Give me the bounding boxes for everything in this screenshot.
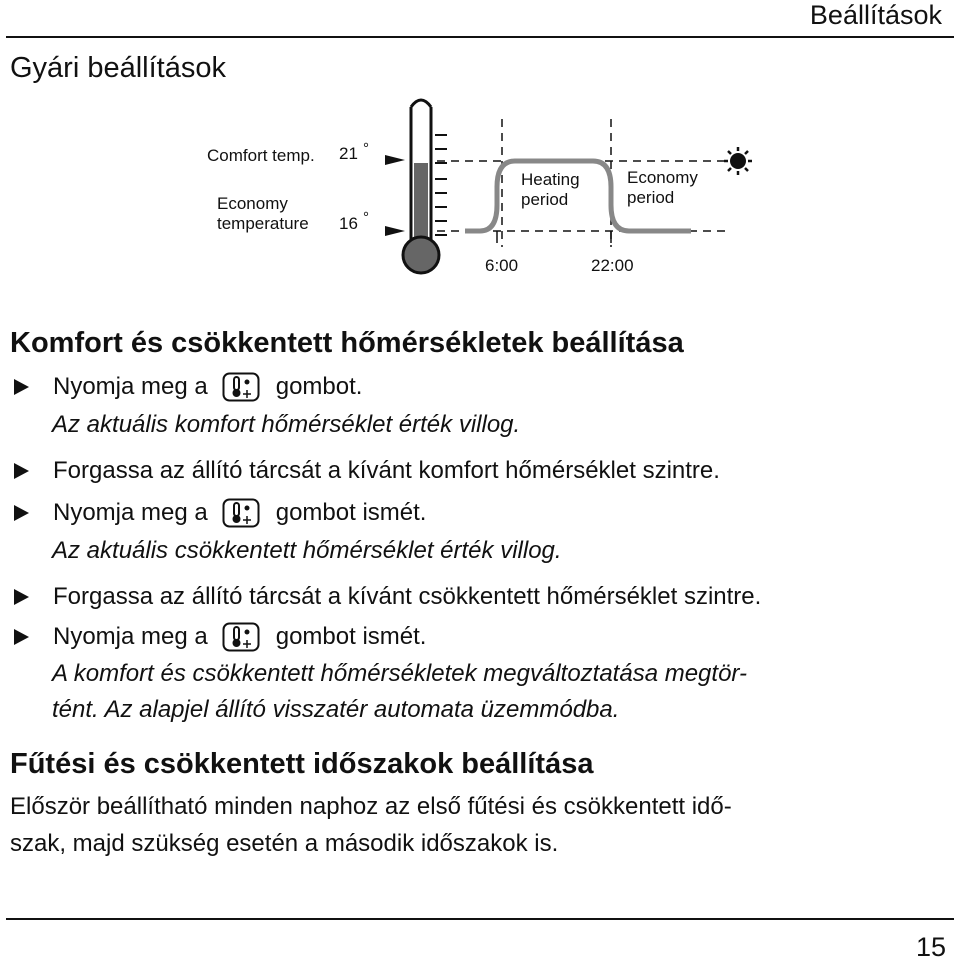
economy-temp-value: 16	[339, 214, 358, 233]
comfort-temp-value: 21	[339, 144, 358, 163]
step-2-text: Forgassa az állító tárcsát a kívánt komfort hőmérséklet szintre.	[53, 457, 720, 484]
temperature-button-icon	[222, 372, 260, 402]
bullet-arrow-icon	[14, 463, 29, 479]
step-1	[14, 371, 362, 403]
economy-period-label-line1: Economy	[627, 168, 698, 187]
economy-temp-label-line2: temperature	[217, 214, 309, 233]
bullet-arrow-icon	[14, 379, 29, 395]
time-start-label: 6:00	[485, 256, 519, 275]
bullet-arrow-icon	[14, 629, 29, 645]
step-2	[14, 455, 720, 487]
step-4	[14, 581, 761, 613]
moon-icon	[736, 217, 748, 241]
step-5	[14, 621, 426, 653]
note-1: Az aktuális komfort hőmérséklet érték villog.	[52, 411, 521, 438]
step-1-text-after: gombot.	[275, 373, 363, 400]
economy-temp-unit: °	[363, 209, 369, 226]
step-4-text: Forgassa az állító tárcsát a kívánt csökkentett hőmérséklet szintre.	[53, 583, 762, 610]
step-5-text-after: gombot ismét.	[275, 623, 427, 650]
periods-body	[10, 788, 950, 862]
note-2: Az aktuális csökkentett hőmérséklet érték villog.	[52, 537, 562, 564]
factory-settings-diagram	[195, 95, 775, 285]
temperature-button-icon	[222, 622, 260, 652]
comfort-section-heading: Komfort és csökkentett hőmérsékletek beállítása	[10, 327, 684, 359]
heating-period-label-line1: Heating	[521, 170, 580, 189]
step-3-text-after: gombot ismét.	[275, 499, 427, 526]
heating-period-label-line2: period	[521, 190, 569, 209]
footer-divider	[6, 918, 954, 920]
economy-period-label-line2: period	[627, 188, 675, 207]
bullet-arrow-icon	[14, 589, 29, 605]
page-number: 15	[915, 932, 946, 962]
step-1-text-before: Nyomja meg a	[53, 373, 208, 400]
note-3-line-2: tént. Az alapjel állító visszatér automata üzemmódba.	[52, 696, 620, 723]
sun-icon	[724, 147, 752, 175]
periods-section-heading: Fűtési és csökkentett időszakok beállítása	[10, 748, 594, 780]
step-3	[14, 497, 426, 529]
periods-body-line-1: Először beállítható minden naphoz az első fűtési és csökkentett idő-	[10, 793, 732, 820]
section-title: Gyári beállítások	[10, 52, 226, 84]
note-3-line-1: A komfort és csökkentett hőmérsékletek megváltoztatása megtör-	[52, 660, 747, 687]
header-title: Beállítások	[809, 0, 942, 30]
header-divider	[6, 36, 954, 38]
periods-body-line-2: szak, majd szükség esetén a második időszakok is.	[10, 830, 559, 857]
step-3-text-before: Nyomja meg a	[53, 499, 208, 526]
economy-temp-label-line1: Economy	[217, 194, 288, 213]
bullet-arrow-icon	[14, 505, 29, 521]
step-5-text-before: Nyomja meg a	[53, 623, 208, 650]
comfort-temp-unit: °	[363, 140, 369, 157]
time-end-label: 22:00	[591, 256, 634, 275]
temperature-button-icon	[222, 498, 260, 528]
comfort-temp-label: Comfort temp.	[207, 146, 315, 165]
thermometer-icon	[403, 100, 447, 273]
